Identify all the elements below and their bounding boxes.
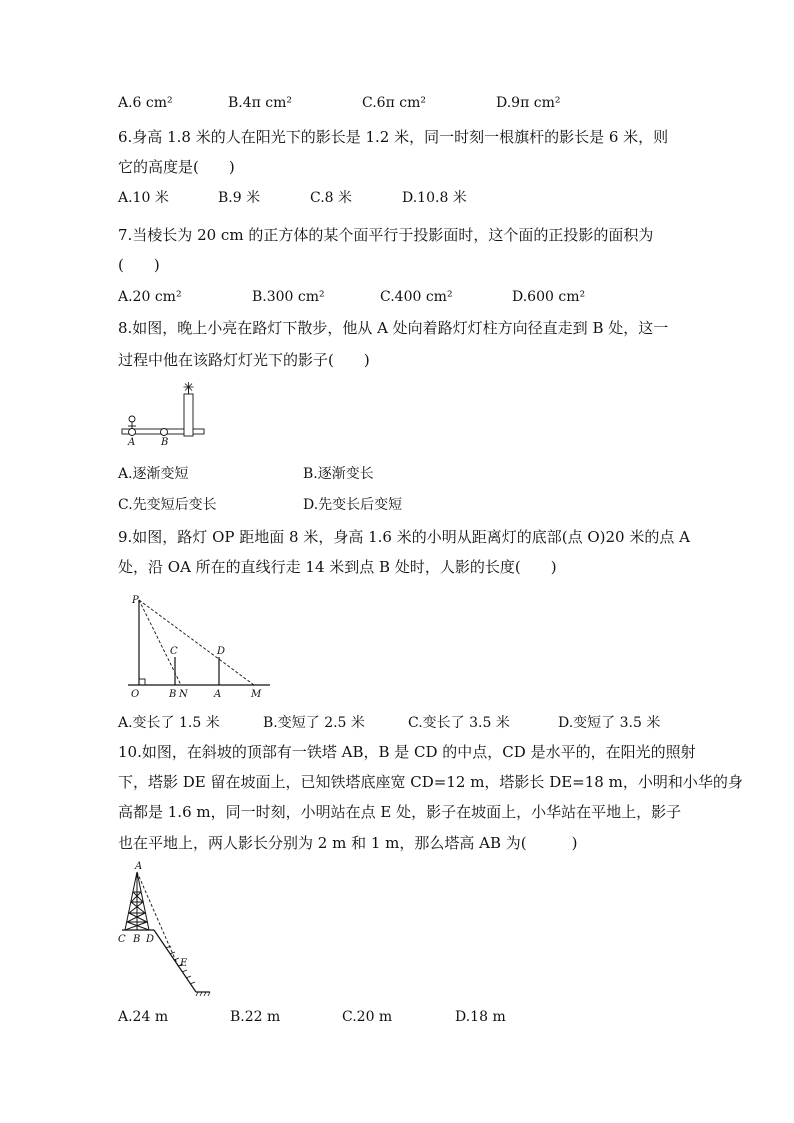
q9-stem-line1: 9.如图，路灯 OP 距地面 8 米，身高 1.6 米的小明从距离灯的底部(点 O)20 米的点 A <box>118 528 690 546</box>
q9-label-o: O <box>131 689 140 700</box>
q10-stem-line3: 高都是 1.6 m，同一时刻，小明站在点 E 处，影子在坡面上，小华站在平地上，影子 <box>118 803 682 821</box>
q5-option-d: D.9π cm² <box>496 95 561 111</box>
q9-ray-pm <box>139 600 254 685</box>
q8-point-b-marker <box>161 429 168 436</box>
q6-stem-line2: 它的高度是( ) <box>118 158 235 176</box>
q5-option-a: A.6 cm² <box>118 95 173 111</box>
q10-label-a: A <box>135 861 143 872</box>
q8-option-a: A.逐渐变短 <box>118 466 189 482</box>
q8-option-d: D.先变长后变短 <box>303 497 403 513</box>
q10-option-c: C.20 m <box>342 1009 393 1025</box>
q8-label-b: B <box>161 437 169 446</box>
q9-option-b: B.变短了 2.5 米 <box>263 715 365 731</box>
q7-stem-line1: 7.当棱长为 20 cm 的正方体的某个面平行于投影面时，这个面的正投影的面积为 <box>118 226 654 244</box>
q6-option-d: D.10.8 米 <box>402 190 467 206</box>
q5-option-b: B.4π cm² <box>228 95 293 111</box>
q9-label-c: C <box>170 646 178 657</box>
q9-label-d: D <box>217 646 226 657</box>
q6-option-b: B.9 米 <box>218 190 261 206</box>
q8-lamp-light-icon <box>184 382 194 392</box>
q9-label-b: B <box>169 689 177 700</box>
q10-slope <box>154 930 196 992</box>
q9-label-a: A <box>214 689 222 700</box>
q10-option-a: A.24 m <box>118 1009 169 1025</box>
q7-option-a: A.20 cm² <box>118 289 182 305</box>
q9-stem-line2: 处，沿 OA 所在的直线行走 14 米到点 B 处时，人影的长度( ) <box>118 558 557 576</box>
q9-right-angle-mark <box>139 679 145 685</box>
q10-label-d: D <box>146 934 155 945</box>
q9-label-m: M <box>251 689 262 700</box>
q9-label-p: P <box>132 595 139 606</box>
q7-option-b: B.300 cm² <box>252 289 325 305</box>
q10-iron-tower <box>125 872 149 930</box>
q10-stem-line1: 10.如图，在斜坡的顶部有一铁塔 AB，B 是 CD 的中点，CD 是水平的，在阳光的照射 <box>118 743 696 761</box>
q5-option-c: C.6π cm² <box>362 95 426 111</box>
q10-tower-figure <box>112 858 217 1000</box>
q9-option-a: A.变长了 1.5 米 <box>118 715 220 731</box>
q7-option-d: D.600 cm² <box>512 289 586 305</box>
q7-stem-line2: ( ) <box>118 256 160 274</box>
q6-stem-line1: 6.身高 1.8 米的人在阳光下的影长是 1.2 米，同一时刻一根旗杆的影长是 6 米，则 <box>118 128 669 146</box>
q8-person-body-a <box>129 429 136 436</box>
q9-option-c: C.变长了 3.5 米 <box>408 715 510 731</box>
q8-label-a: A <box>128 437 136 446</box>
q8-option-b: B.逐渐变长 <box>303 466 374 482</box>
q10-label-b: B <box>133 934 141 945</box>
q9-option-d: D.变短了 3.5 米 <box>558 715 661 731</box>
q8-stem-line2: 过程中他在该路灯灯光下的影子( ) <box>118 351 370 369</box>
q9-ray-pn <box>139 600 181 685</box>
q9-label-n: N <box>179 689 188 700</box>
q10-label-c: C <box>118 934 126 945</box>
q10-stem-line2: 下，塔影 DE 留在坡面上，已知铁塔底座宽 CD=12 m，塔影长 DE=18 m，小明和小华的身 <box>118 773 743 791</box>
q10-stem-line4: 也在平地上，两人影长分别为 2 m 和 1 m，那么塔高 AB 为( ) <box>118 834 578 852</box>
q9-streetlight-figure <box>124 590 274 702</box>
q10-option-d: D.18 m <box>455 1009 506 1025</box>
q8-option-c: C.先变短后变长 <box>118 497 217 513</box>
q6-option-c: C.8 米 <box>310 190 353 206</box>
q8-stem-line1: 8.如图，晚上小亮在路灯下散步，他从 A 处向着路灯灯柱方向径直走到 B 处，这一 <box>118 319 669 337</box>
q10-label-e: E <box>180 958 188 969</box>
q8-lamp-post <box>184 394 193 436</box>
q8-person-head-a <box>129 416 135 422</box>
q6-option-a: A.10 米 <box>118 190 169 206</box>
q7-option-c: C.400 cm² <box>380 289 453 305</box>
q10-option-b: B.22 m <box>230 1009 281 1025</box>
q8-streetlight-figure <box>118 382 213 446</box>
